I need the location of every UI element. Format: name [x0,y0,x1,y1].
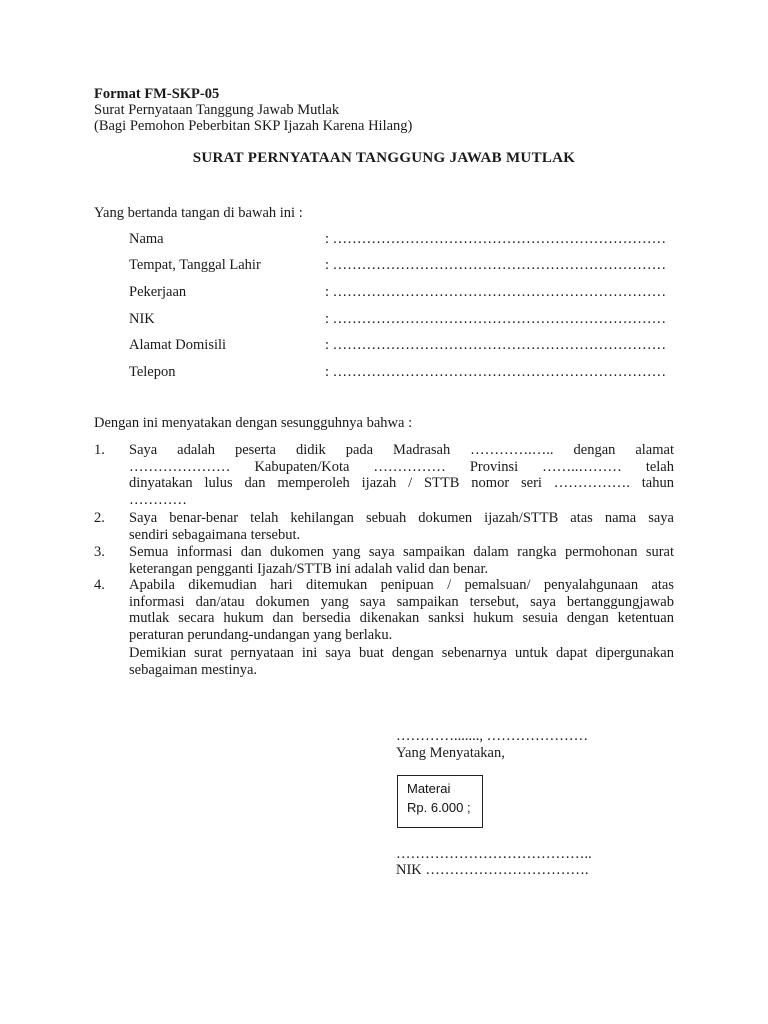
field-value-ttl: : …………………………………………………………… [325,257,667,273]
item-number: 4. [94,577,105,593]
field-value-telepon: : …………………………………………………………… [325,364,667,380]
item-number: 2. [94,510,105,526]
item-line: Apabila dikemudian hari ditemukan penipuan / pemalsuan/ penyalahgunaan atas [129,577,674,593]
field-label-nik: NIK [129,311,155,327]
field-label-pekerjaan: Pekerjaan [129,284,187,300]
item-line: informasi dan/atau dokumen yang saya sampaikan tersebut, saya bertanggungjawab [129,593,674,610]
list-item [129,544,674,577]
item-line: mutlak secara hukum dan bersedia dikenakan sanksi hukum sesuia dengan ketentuan [129,610,674,626]
item-line: dinyatakan lulus dan memperoleh ijazah / STTB nomor seri ……………. tahun [129,475,674,491]
materai-label: Materai [407,781,451,796]
item-line: ………… [129,491,187,508]
closing-line: sebagaiman mestinya. [129,661,258,678]
list-item [129,577,674,643]
field-label-alamat: Alamat Domisili [129,337,227,353]
list-item [129,510,674,543]
signature-place-date: …………......., ………………… [396,728,589,744]
field-value-pekerjaan: : …………………………………………………………… [325,284,667,300]
page-title: SURAT PERNYATAAN TANGGUNG JAWAB MUTLAK [192,150,576,166]
list-item [129,442,674,508]
signature-label: Yang Menyatakan, [396,745,505,761]
closing-paragraph [129,645,674,678]
signature-name-line: ………………………………….. [396,846,592,862]
format-code: Format FM-SKP-05 [94,86,220,102]
document-subtitle: Surat Pernyataan Tanggung Jawab Mutlak [94,102,340,118]
signature-nik-line: NIK ……………………………. [396,862,589,878]
item-line: Semua informasi dan dukomen yang saya sampaikan dalam rangka permohonan surat [129,544,674,560]
document-subtitle-note: (Bagi Pemohon Peberbitan SKP Ijazah Karena Hilang) [94,118,413,134]
field-label-nama: Nama [129,231,164,247]
item-line: sendiri sebagaimana tersebut. [129,526,301,543]
closing-line: Demikian surat pernyataan ini saya buat dengan sebenarnya untuk dapat dipergunakan [129,645,674,661]
materai-amount: Rp. 6.000 ; [407,800,471,815]
materai-stamp-box [397,775,483,828]
intro-text: Yang bertanda tangan di bawah ini : [94,205,303,221]
item-line: Saya adalah peserta didik pada Madrasah ………….….. dengan alamat [129,442,674,458]
field-value-nama: : …………………………………………………………… [325,231,667,247]
item-number: 1. [94,442,105,458]
item-line: keterangan pengganti Ijazah/STTB ini adalah valid dan benar. [129,560,489,577]
statement-intro: Dengan ini menyatakan dengan sesungguhnya bahwa : [94,415,413,431]
item-number: 3. [94,544,105,560]
field-value-nik: : …………………………………………………………… [325,311,667,327]
field-label-ttl: Tempat, Tanggal Lahir [129,257,261,273]
item-line: ………………… Kabupaten/Kota …………… Provinsi ……..……… telah [129,458,674,475]
item-line: peraturan perundang-undangan yang berlaku. [129,626,393,643]
field-value-alamat: : …………………………………………………………… [325,337,667,353]
item-line: Saya benar-benar telah kehilangan sebuah dokumen ijazah/STTB atas nama saya [129,510,674,526]
field-label-telepon: Telepon [129,364,176,380]
